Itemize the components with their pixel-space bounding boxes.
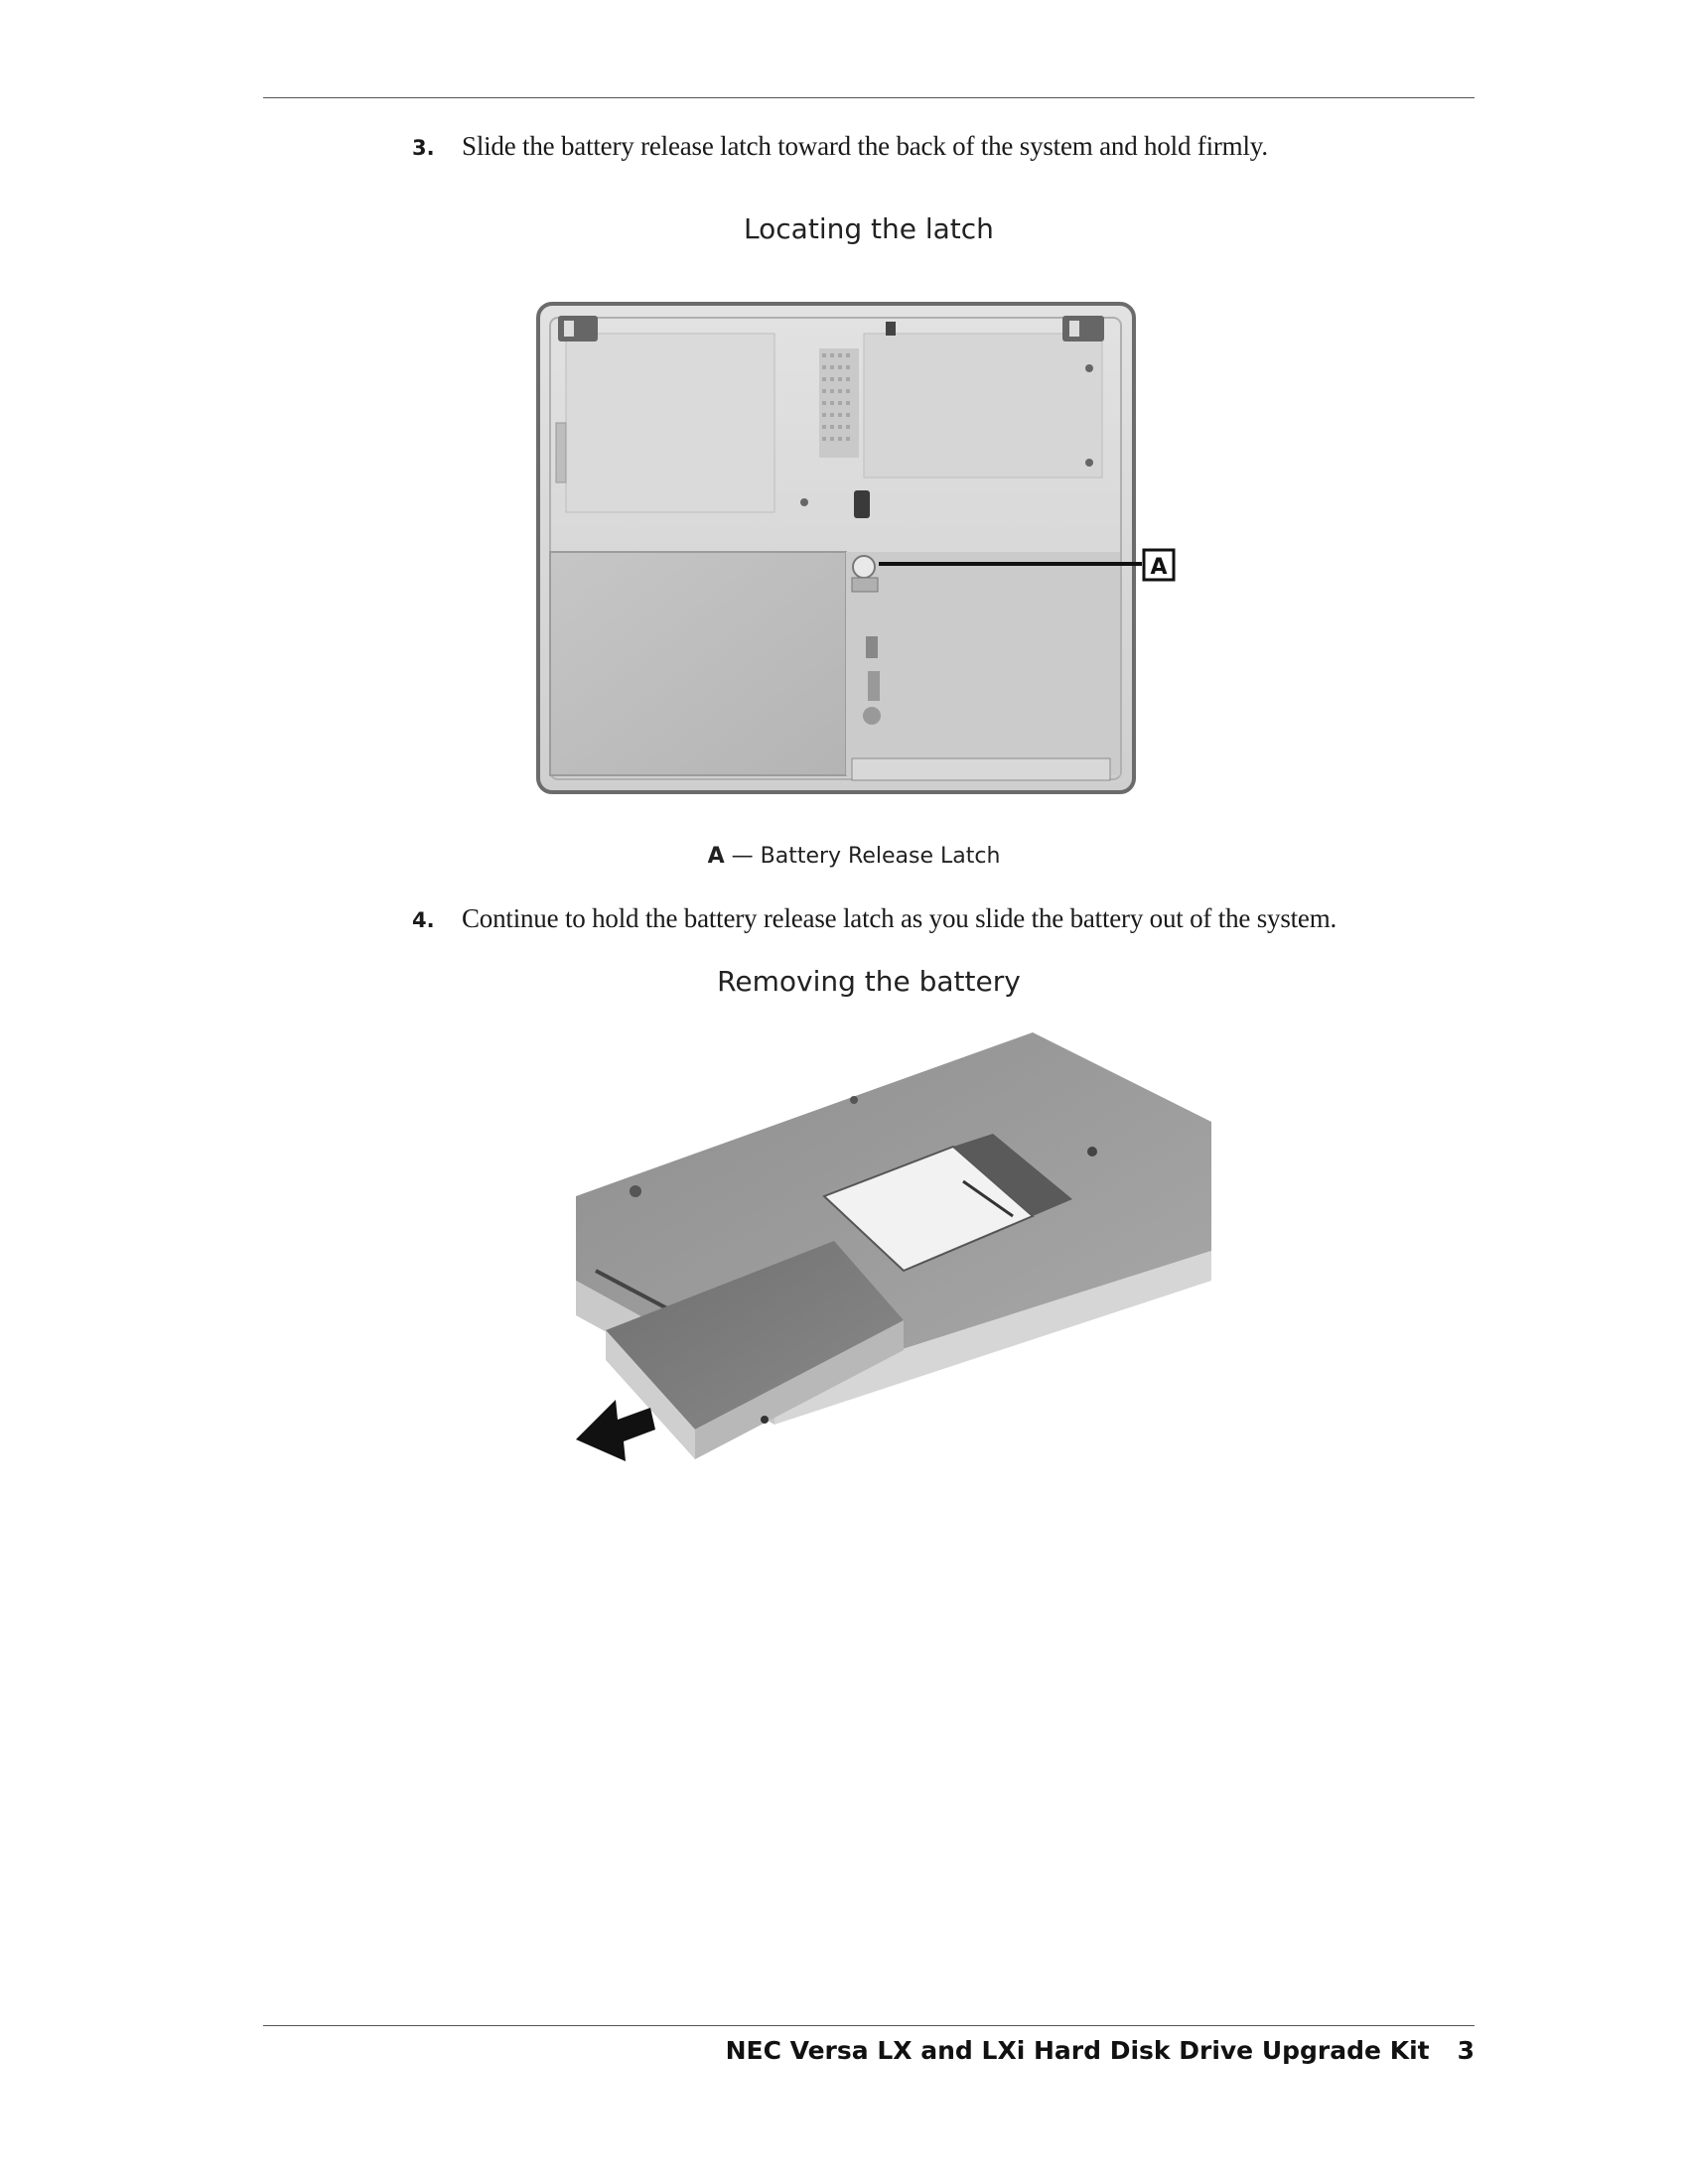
page-number: 3 [1457,2035,1475,2065]
step-text: Continue to hold the battery release latch as you slide the battery out of the system. [462,903,1337,933]
caption-key: A [707,844,725,869]
figure-notebook-underside [536,294,1211,800]
figure-title-locating-latch: Locating the latch [744,212,994,245]
footer-title: NEC Versa LX and LXi Hard Disk Drive Upgrade Kit [725,2035,1430,2065]
page-footer [263,2025,1475,2075]
header-rule [263,97,1475,98]
step-4 [412,903,1336,934]
caption-separator: — [731,844,754,869]
callout-a: A [1150,555,1168,580]
step-number: 3. [412,136,435,160]
step-number: 4. [412,908,435,932]
caption-text: Battery Release Latch [760,844,1001,869]
step-text: Slide the battery release latch toward the back of the system and hold firmly. [462,131,1268,161]
figure-caption [0,844,1688,869]
figure-title-removing-battery: Removing the battery [717,965,1021,998]
step-3 [412,131,1268,162]
figure-battery-removal [576,1032,1231,1509]
